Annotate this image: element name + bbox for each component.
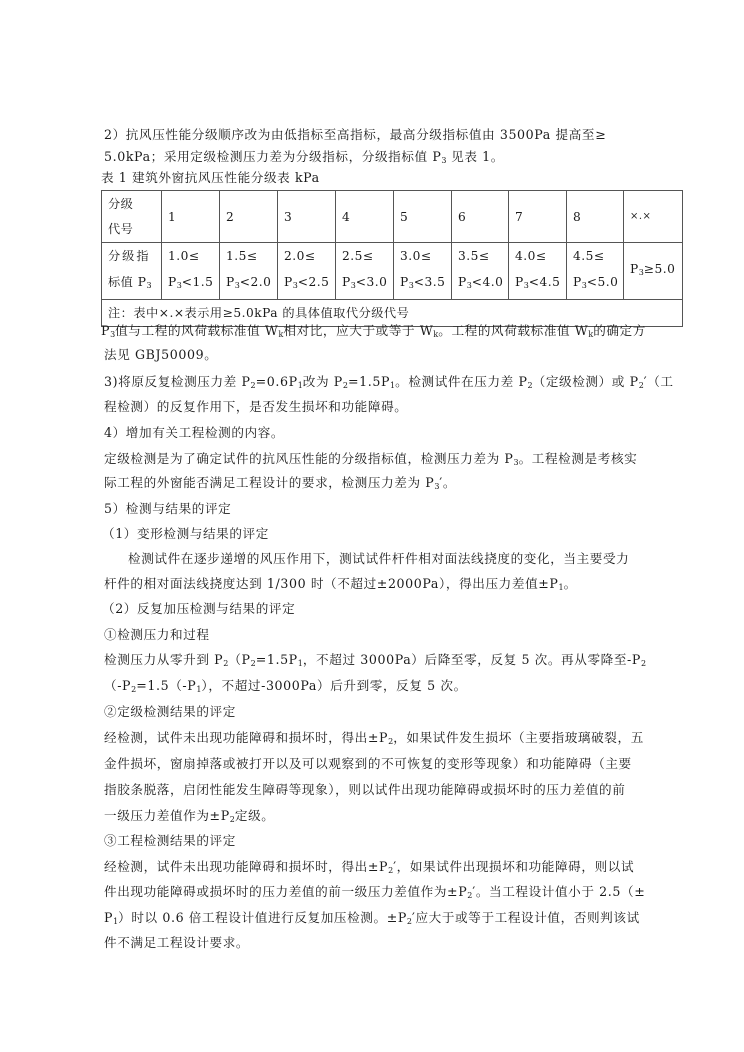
subscript: k [278,330,284,339]
subscript: 2 [527,381,533,390]
text: P [101,323,111,338]
range-cell [509,243,567,300]
range-high [458,269,508,299]
section-4-heading: 4）增加有关工程检测的内容。 [104,425,285,440]
text: <3.5 [413,275,446,289]
subscript: 2 [638,381,644,390]
row-header-value [102,243,162,300]
text: ，如果试件发生损坏（主要指玻璃破裂，五 [393,730,644,745]
subscript: 3 [434,482,440,491]
body-line-2: 法见 GBJ50009。 [104,347,218,362]
text: =1.5（-P [136,678,197,693]
code-cell: ×.× [624,191,683,243]
text: P [104,910,114,925]
text: 经检测，试件未出现功能障碍和损坏时，得出±P [104,730,389,745]
item-2-heading: ②定级检测结果的评定 [104,704,236,719]
text: 定级。 [234,808,275,823]
subscript: k [588,330,594,339]
range-low: 3.5≤ [458,249,490,263]
subscript: 1 [297,659,303,668]
range-low: 2.0≤ [284,249,316,263]
body-line-18: 金件损坏，窗扇掉落或被打开以及可以观察到的不可恢复的变形等现象）和功能障碍（主要 [104,756,632,771]
range-cell-last [624,243,683,300]
range-high [168,269,219,299]
table-caption: 表 1 建筑外窗抗风压性能分级表 kPa [101,170,320,185]
text: 一级压力差值作为±P [104,808,230,823]
range-cell [278,243,336,300]
header-line: 分级指 [108,249,151,263]
text: <4.0 [471,275,504,289]
text: ′。 [439,475,457,490]
range-cell [394,243,452,300]
subsection-2-heading: （2）反复加压检测与结果的评定 [102,601,296,616]
code-cell: 7 [509,191,567,243]
text: P [458,275,467,289]
item-3-heading: ③工程检测结果的评定 [104,833,236,848]
subscript: 3 [146,281,152,290]
range-low: 1.5≤ [226,249,258,263]
subscript: 2 [223,659,229,668]
table-row-values [102,243,683,300]
subscript: 2 [131,685,137,694]
table-note: 注：表中×.×表示用≥5.0kPa 的具体值取代分级代号 [102,300,683,327]
text: 定级检测是为了确定试件的抗风压性能的分级指标值，检测压力差为 P [104,451,514,466]
subscript: 3 [466,281,472,290]
text: 5.0kPa；采用定级检测压力差为分级指标，分级指标值 P [104,149,442,164]
text: P [515,275,524,289]
subscript: 3 [523,281,529,290]
paragraph-2-line-2 [104,149,504,169]
text: ，不超过 3000Pa）后降至零，反复 5 次。再从零降至-P [302,652,641,667]
text: 。检测试件在压力差 P [395,374,528,389]
range-cell [567,243,624,300]
text: <3.0 [355,275,388,289]
text: 。 [563,576,577,591]
text: 。工程的风荷载标准值 W [438,323,589,338]
text: =1.5P [255,652,298,667]
code-cell: 8 [567,191,624,243]
body-line-1 [101,323,646,343]
subscript: 2 [406,917,413,926]
range-cell [220,243,278,300]
text: 件出现功能障碍或损坏时的压力差值的前一级压力差值作为±P [104,884,468,899]
header-line [108,269,161,299]
subscript: 2 [640,659,647,668]
text: ′，如果试件出现损坏和功能障碍，则以试 [393,859,635,874]
range-low: 1.0≤ [168,249,200,263]
subscript: 2 [388,866,394,875]
subscript: 3 [176,281,182,290]
subscript: 3 [638,268,644,277]
body-line-11 [104,576,577,596]
text: ），不超过-3000Pa）后升到零，反复 5 次。 [201,678,467,693]
text: 3)将原反复检测压力差 P [104,374,251,389]
text: <5.0 [586,275,619,289]
range-high [284,269,335,299]
text: P [630,262,639,276]
range-cell [336,243,394,300]
text: =1.5P [347,374,391,389]
text: （P [228,652,251,667]
range-high [400,269,451,299]
text: （定级检测）或 P [532,374,639,389]
range-low: 3.0≤ [400,249,432,263]
body-line-23 [104,884,645,904]
code-cell: 2 [220,191,278,243]
text: ′应大于或等于工程设计值，否则判该试 [412,910,640,925]
text: <2.5 [297,275,330,289]
code-cell: 3 [278,191,336,243]
body-line-10: 检测试件在逐步递增的风压作用下，测试试件杆件相对面法线挠度的变化，当主要受力 [128,551,630,566]
body-line-20 [104,808,274,828]
text: 标值 P [108,275,147,289]
text: ′。当工程设计值小于 2.5（± [472,884,646,899]
text: P [573,275,582,289]
item-1-heading: ①检测压力和过程 [104,627,210,642]
subscript: 3 [292,281,298,290]
subscript: 3 [581,281,587,290]
subscript: 2 [342,381,348,390]
subscript: 3 [234,281,240,290]
subscript: 3 [441,156,447,165]
range-low: 4.0≤ [515,249,547,263]
body-line-15 [104,678,467,698]
subscript: 3 [513,458,519,467]
text: <2.0 [239,275,272,289]
header-line: 分级 [108,196,134,211]
range-low: 4.5≤ [573,249,605,263]
body-line-3 [104,374,674,394]
text: 检测压力从零升到 P [104,652,224,667]
text: 杆件的相对面法线挠度达到 1/300 时（不超过±2000Pa），得出压力差值±P [104,576,559,591]
range-high [226,269,277,299]
subscript: 2 [467,891,473,900]
text: 相对比，应大于或等于 W [283,323,434,338]
body-line-6 [104,451,637,471]
range-cell [162,243,220,300]
body-line-24 [104,910,640,930]
text: （-P [104,678,132,693]
paragraph-2-line-1: 2）抗风压性能分级顺序改为由低指标至高指标，最高分级指标值由 3500Pa 提高至≥ [104,127,607,142]
range-high [573,269,623,299]
text: P [342,275,351,289]
range-high [342,269,393,299]
text: ≥5.0 [643,262,676,276]
text: 见表 1。 [446,149,504,164]
text: P [284,275,293,289]
text: 。工程检测是考核实 [518,451,638,466]
body-line-7 [104,475,456,495]
text: ′（工 [643,374,674,389]
subscript: 2 [388,737,394,746]
subscript: 1 [113,917,119,926]
text: P [400,275,409,289]
text: 改为 P [302,374,343,389]
body-line-19: 指胶条脱落，启闭性能发生障碍等现象），则以试件出现功能障碍或损坏时的压力差值的前 [104,782,626,797]
range-low: 2.5≤ [342,249,374,263]
table-row-codes [102,191,683,243]
text: P [168,275,177,289]
text: 的确定方 [593,323,646,338]
subscript: 1 [390,381,396,390]
subscript: 3 [408,281,414,290]
subscript: k [433,330,439,339]
subscript: 1 [297,381,303,390]
subscript: 3 [110,330,116,339]
header-line: 代号 [108,221,134,236]
text: P [226,275,235,289]
code-cell: 6 [452,191,509,243]
section-5-heading: 5）检测与结果的评定 [104,501,232,516]
grading-table [101,190,683,327]
subsection-1-heading: （1）变形检测与结果的评定 [102,526,269,541]
body-line-4: 程检测）的反复作用下，是否发生损坏和功能障碍。 [104,399,408,414]
text: ）时以 0.6 倍工程设计值进行反复加压检测。±P [118,910,407,925]
body-line-14 [104,652,646,672]
subscript: 1 [196,685,202,694]
subscript: 2 [229,815,235,824]
code-cell: 4 [336,191,394,243]
range-cell [452,243,509,300]
text: 际工程的外窗能否满足工程设计的要求，检测压力差为 P [104,475,435,490]
range-high [515,269,566,299]
text: <4.5 [528,275,561,289]
text: =0.6P [255,374,298,389]
text: 经检测，试件未出现功能障碍和损坏时，得出±P [104,859,389,874]
body-line-17 [104,730,644,750]
body-line-25: 件不满足工程设计要求。 [104,935,250,950]
text: <1.5 [181,275,214,289]
subscript: 1 [558,583,564,592]
row-header-code [102,191,162,243]
code-cell: 5 [394,191,452,243]
text: 值与工程的风荷载标准值 W [115,323,279,338]
code-cell: 1 [162,191,220,243]
body-line-22 [104,859,634,879]
subscript: 3 [350,281,356,290]
subscript: 2 [250,381,256,390]
subscript: 2 [250,659,256,668]
